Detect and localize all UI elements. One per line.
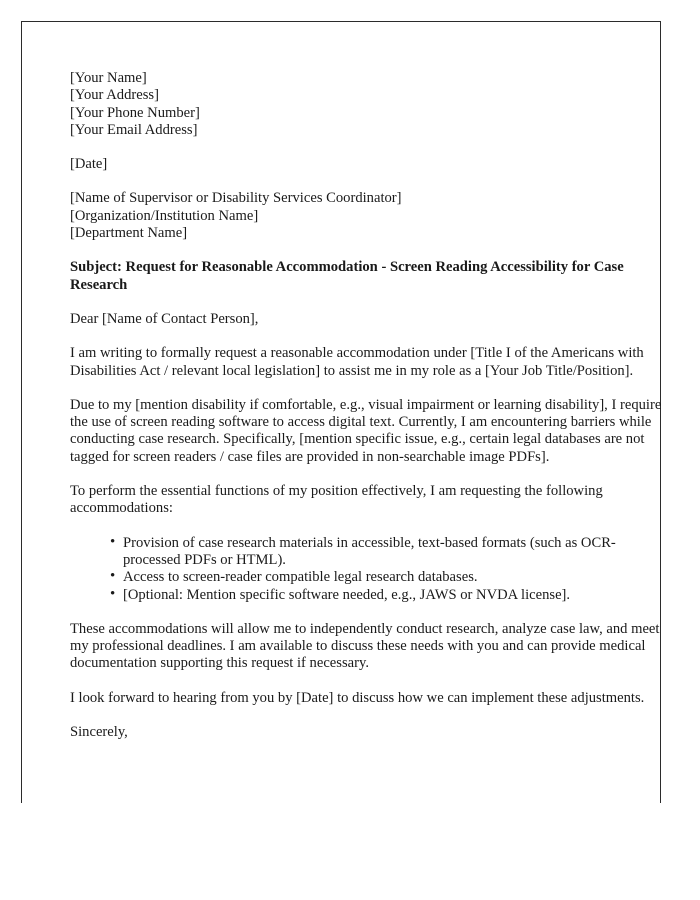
- list-item: • Provision of case research materials in accessible, text-based formats (such as OCR-processed PDFs or HTML).: [110, 535, 662, 570]
- sender-address: [Your Address]: [70, 87, 159, 104]
- sender-name: [Your Name]: [70, 70, 147, 86]
- sign-off: Sincerely,: [70, 724, 128, 741]
- date-line: [Date]: [70, 156, 108, 173]
- sender-phone: [Your Phone Number]: [70, 104, 200, 121]
- paragraph-benefits: These accommodations will allow me to independently conduct research, analyze case law, and meet my professional deadlines. I am available to discuss these needs with you and can provide medical documentation supporting this request if necessary.: [70, 620, 660, 672]
- document-page: [21, 21, 661, 803]
- recipient-organization: [Organization/Institution Name]: [70, 207, 259, 224]
- salutation: Dear [Name of Contact Person],: [70, 310, 259, 327]
- paragraph-disability-barriers: Due to my [mention disability if comfortable, e.g., visual impairment or learning disability], I require the use of screen reading software to access digital text. Currently, I am encountering barriers while conducting case research. Specifically, [mention specific issue, e.g., certain legal databases are not tagged for screen readers / case files are provided in non-searchable image PDFs].: [70, 396, 662, 465]
- subject-line: Subject: Request for Reasonable Accommodation - Screen Reading Accessibility for Case Research: [70, 259, 624, 293]
- date-block: [70, 156, 662, 173]
- recipient-address-block: [70, 190, 662, 242]
- sender-email: [Your Email Address]: [70, 121, 198, 138]
- paragraph-accommodations-intro: To perform the essential functions of my position effectively, I am requesting the following accommodations:: [70, 483, 603, 517]
- accommodations-list: [70, 535, 662, 604]
- recipient-name: [Name of Supervisor or Disability Services Coordinator]: [70, 190, 402, 207]
- list-item: • Access to screen-reader compatible legal research databases.: [110, 569, 662, 586]
- sender-address-block: [70, 70, 662, 139]
- paragraph-request-intro: I am writing to formally request a reasonable accommodation under [Title I of the Americans with Disabilities Act / relevant local legislation] to assist me in my role as a [Your Job Title/Position].: [70, 345, 644, 379]
- recipient-department: [Department Name]: [70, 225, 188, 242]
- letter-body: [70, 70, 662, 741]
- paragraph-follow-up: I look forward to hearing from you by [Date] to discuss how we can implement these adjustments.: [70, 689, 645, 706]
- list-item: • [Optional: Mention specific software needed, e.g., JAWS or NVDA license].: [110, 587, 662, 604]
